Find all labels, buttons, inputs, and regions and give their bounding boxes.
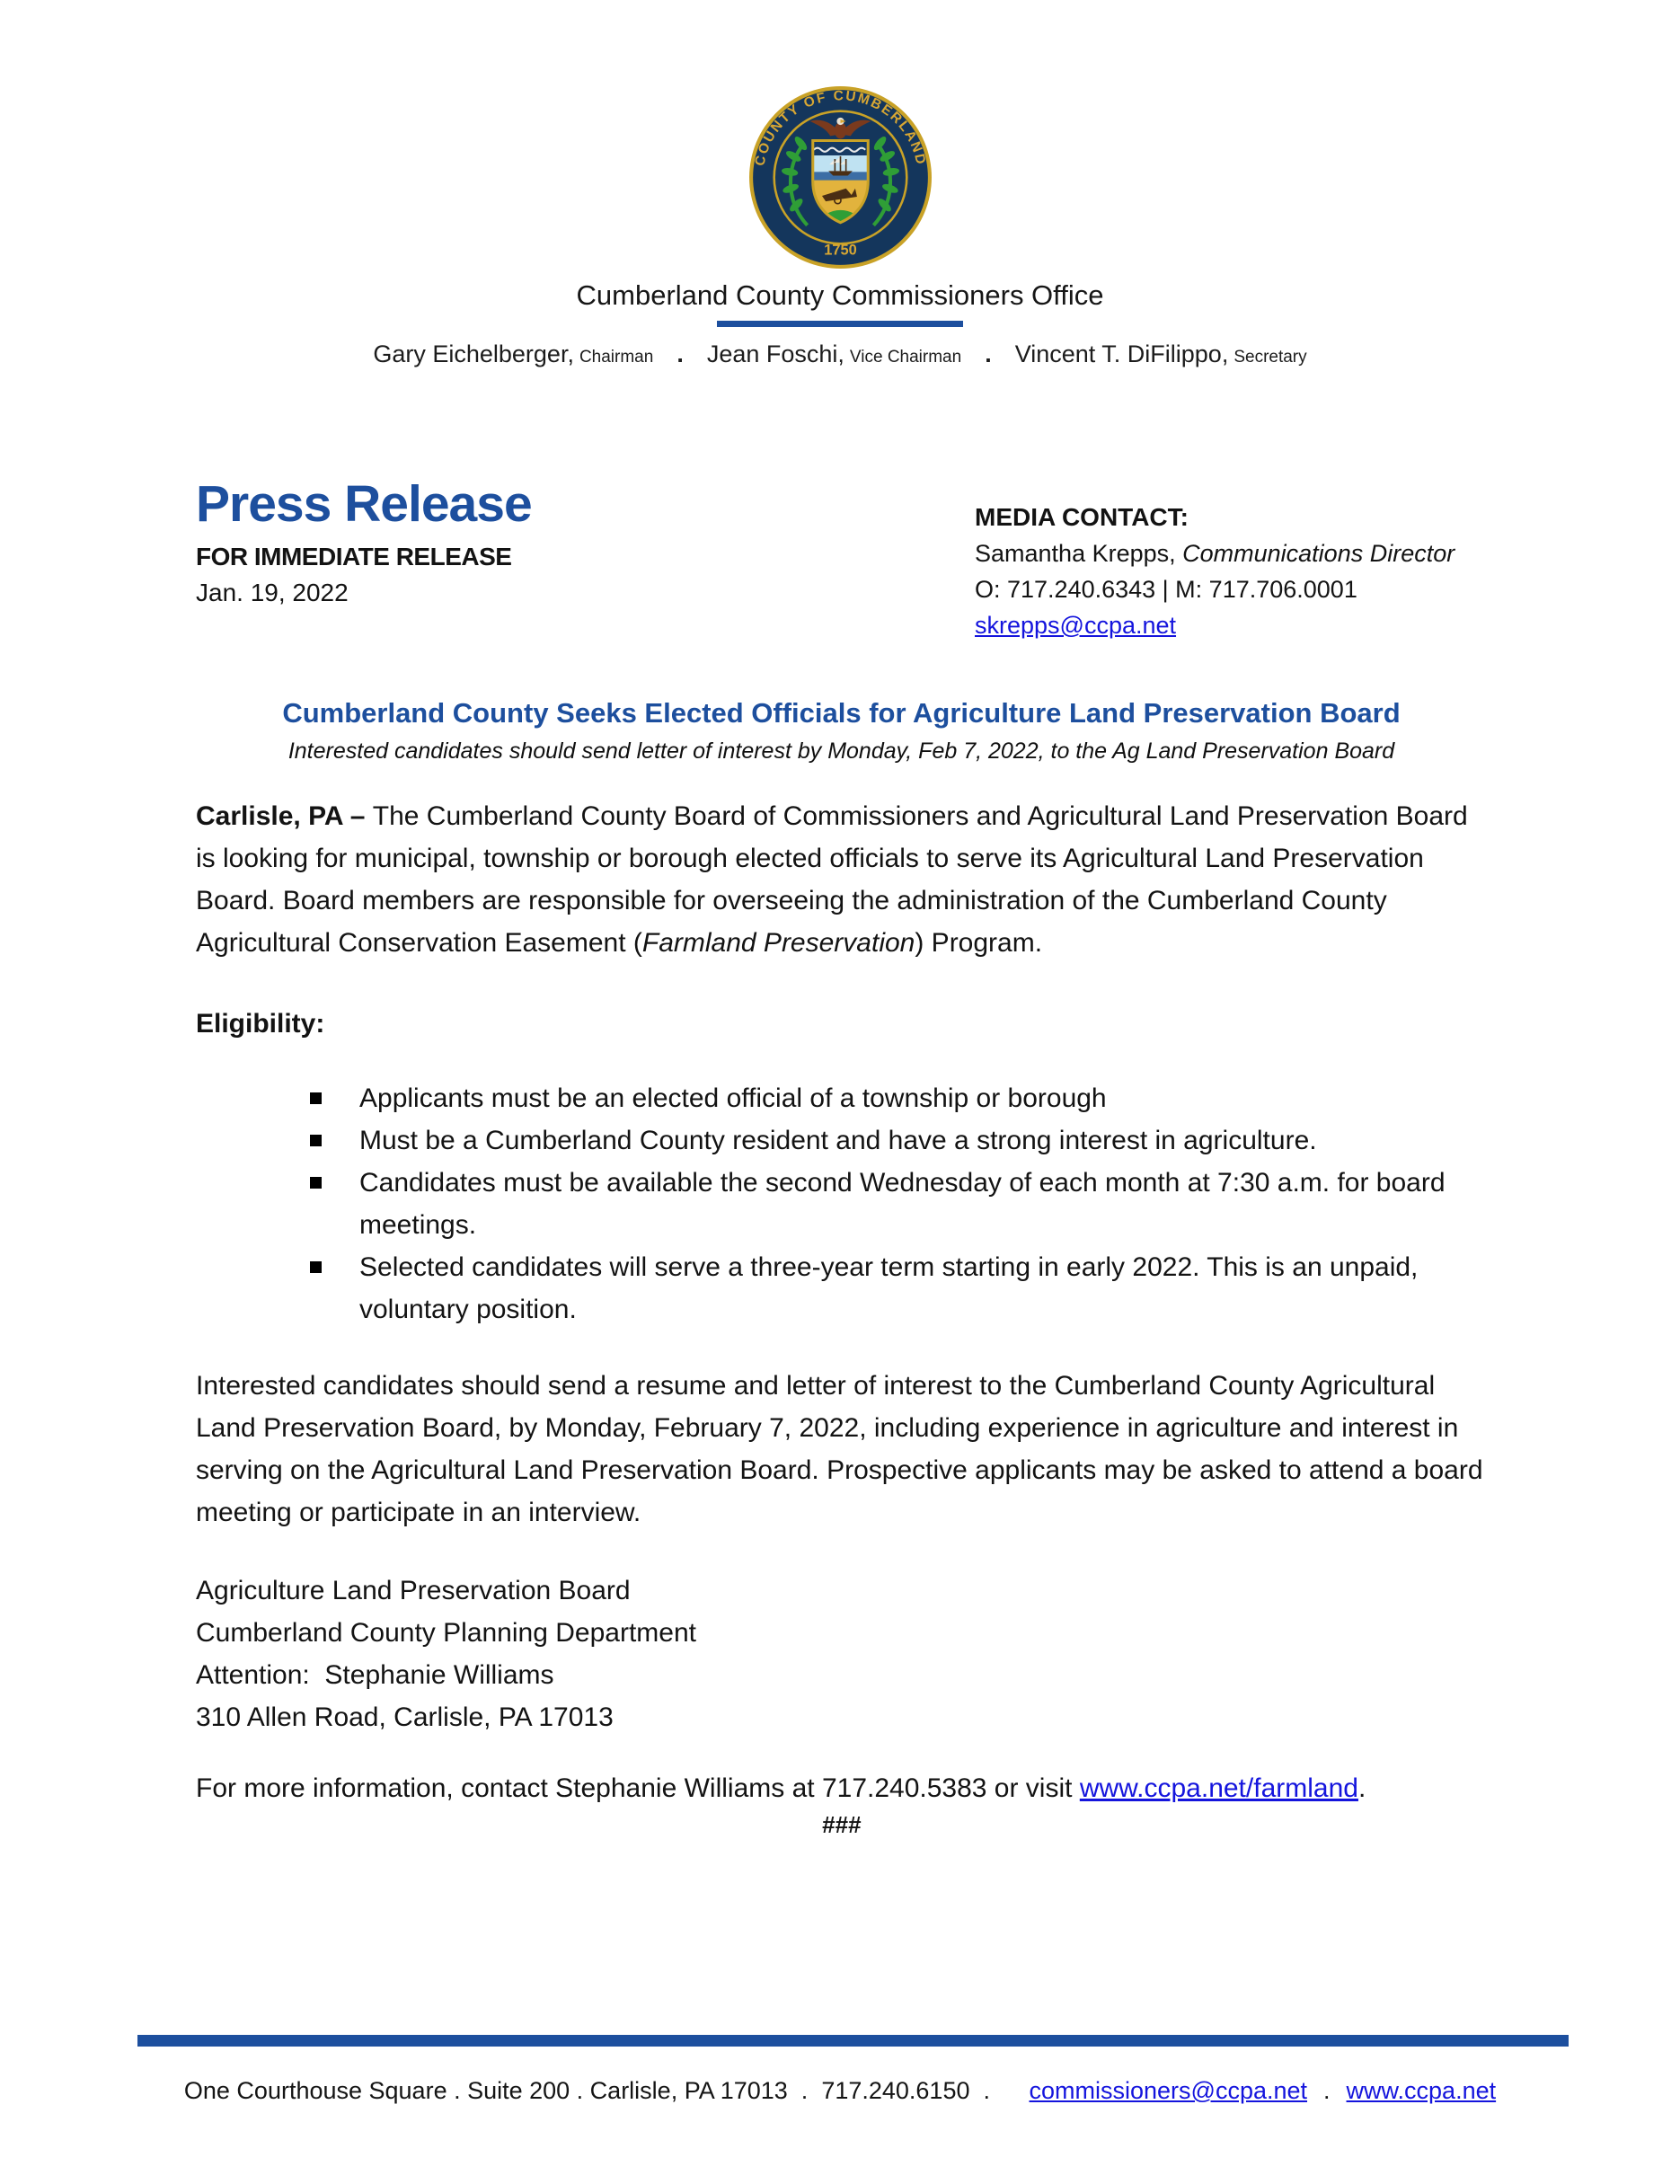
intro-text: The Cumberland County Board of Commissioners and Agricultural Land Preservation Board is looking for municipal, township or borough elected officials to serve its Agricultural Land Preservation Board. Board members are responsible for overseeing the administration of the Cumberland County Agricultural Conservation Easement ( <box>196 801 1468 958</box>
list-item <box>196 1077 1487 1119</box>
commissioner-name: Jean Foschi, <box>706 340 844 367</box>
more-info-text: For more information, contact Stephanie Williams at 717.240.5383 or visit <box>196 1773 1080 1803</box>
commissioner-name: Gary Eichelberger, <box>373 340 574 367</box>
headline-subtitle: Interested candidates should send letter of interest by Monday, Feb 7, 2022, to the Ag Land Preservation Board <box>287 738 1395 764</box>
footer-site-link[interactable]: www.ccpa.net <box>1346 2077 1497 2104</box>
footer-divider-bar <box>137 2035 1569 2047</box>
for-immediate-release-label: FOR IMMEDIATE RELEASE <box>196 542 512 570</box>
press-release-heading: Press Release <box>196 475 532 533</box>
commissioner-role: Secretary <box>1233 348 1307 367</box>
footer-email-link[interactable]: commissioners@ccpa.net <box>1029 2077 1308 2104</box>
commissioner-role: Vice Chairman <box>849 348 962 367</box>
bullet-text: Selected candidates will serve a three-year term starting in early 2022. This is an unpaid, voluntary position. <box>359 1252 1419 1324</box>
commissioners-line <box>0 340 1680 368</box>
intro-tail: ) Program. <box>915 928 1043 958</box>
more-info-paragraph <box>196 1767 1487 1809</box>
release-date: Jan. 19, 2022 <box>196 578 349 606</box>
letterhead <box>0 0 1680 368</box>
contact-email-line <box>975 607 1455 643</box>
address-line: Attention: Stephanie Williams <box>196 1660 554 1690</box>
list-item <box>196 1119 1487 1162</box>
headline-block <box>196 697 1487 765</box>
address-line: Agriculture Land Preservation Board <box>196 1576 631 1605</box>
document-body <box>0 475 1680 1839</box>
headline-title: Cumberland County Seeks Elected Officials for Agriculture Land Preservation Board <box>282 697 1401 729</box>
contact-email-link[interactable]: skrepps@ccpa.net <box>975 612 1177 639</box>
bullet-icon <box>310 1261 322 1273</box>
list-item <box>196 1246 1487 1331</box>
contact-title: Communications Director <box>1182 540 1455 567</box>
commissioner-name: Vincent T. DiFilippo, <box>1014 340 1229 367</box>
farmland-link[interactable]: www.ccpa.net/farmland <box>1079 1773 1358 1803</box>
intro-italic: Farmland Preservation <box>641 928 915 958</box>
separator-dot: . <box>985 340 992 367</box>
bullet-text: Candidates must be available the second Wednesday of each month at 7:30 a.m. for board meetings. <box>359 1168 1446 1240</box>
bullet-icon <box>310 1092 322 1104</box>
seal-arc-text: COUNTY OF CUMBERLAND <box>751 88 929 168</box>
separator-dot: . <box>676 340 684 367</box>
dateline: Carlisle, PA – <box>196 801 373 831</box>
address-line: 310 Allen Road, Carlisle, PA 17013 <box>196 1702 614 1732</box>
office-title: Cumberland County Commissioners Office <box>576 279 1104 311</box>
eligibility-list <box>196 1077 1487 1331</box>
office-divider-rule <box>717 321 963 327</box>
list-item <box>196 1162 1487 1246</box>
release-info-row <box>196 475 1487 639</box>
separator-dot: . <box>1323 2077 1331 2104</box>
end-of-release-mark: ### <box>821 1811 862 1838</box>
eligibility-heading: Eligibility: <box>196 1009 325 1039</box>
mailing-address-block <box>196 1569 1487 1738</box>
seal-year: 1750 <box>823 242 857 259</box>
contact-phones: O: 717.240.6343 | M: 717.706.0001 <box>975 576 1357 603</box>
more-info-period: . <box>1357 1773 1366 1803</box>
media-contact-heading: MEDIA CONTACT: <box>975 503 1189 531</box>
commissioner-role: Chairman <box>579 348 654 367</box>
contact-name: Samantha Krepps, <box>975 540 1183 567</box>
bullet-icon <box>310 1135 322 1146</box>
footer-address: One Courthouse Square . Suite 200 . Carlisle, PA 17013 . 717.240.6150 . <box>183 2077 990 2104</box>
bullet-text: Must be a Cumberland County resident and have a strong interest in agriculture. <box>359 1126 1317 1155</box>
paragraph-intro <box>196 795 1487 964</box>
county-seal <box>748 85 933 270</box>
bullet-text: Applicants must be an elected official of a township or borough <box>359 1083 1107 1113</box>
media-contact-name-line <box>975 535 1455 571</box>
paragraph-instructions: Interested candidates should send a resume and letter of interest to the Cumberland County Agricultural Land Preservation Board, by Monday, February 7, 2022, including experience in agriculture and interest in serving on the Agricultural Land Preservation Board. Prospective applicants may be asked to attend a board meeting or participate in an interview. <box>196 1371 1483 1527</box>
address-line: Cumberland County Planning Department <box>196 1618 696 1648</box>
footer <box>0 2077 1680 2105</box>
media-contact-block <box>975 500 1455 643</box>
bullet-icon <box>310 1177 322 1189</box>
